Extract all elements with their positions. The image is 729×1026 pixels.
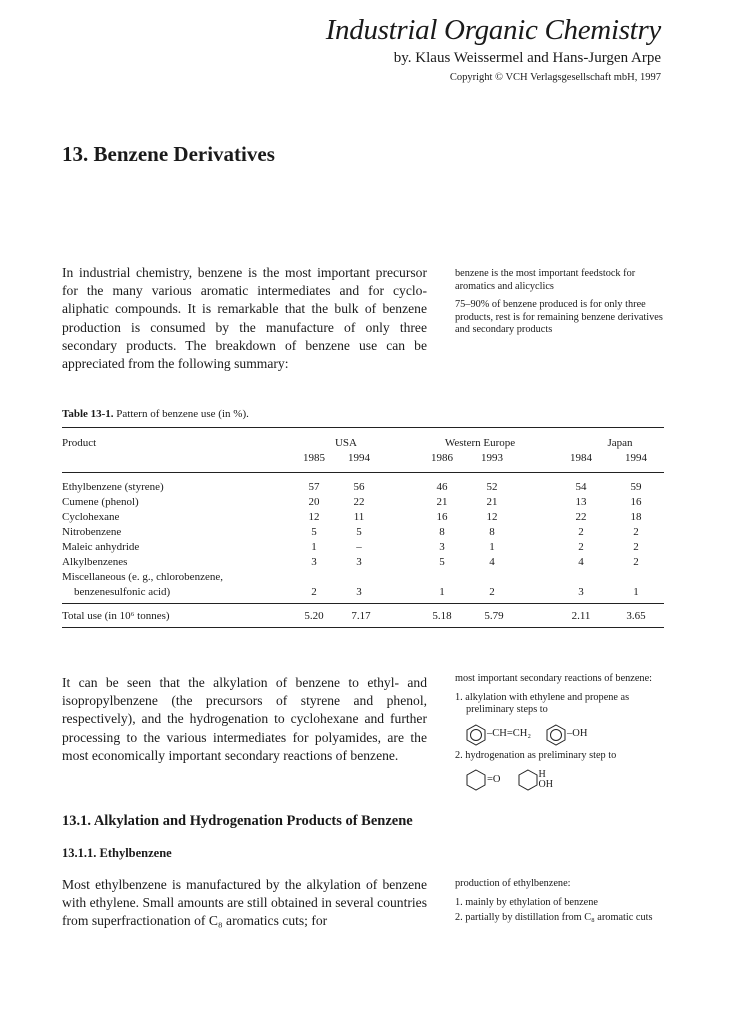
- cyclohexanone-formula: =O: [487, 774, 501, 786]
- table-cell: 16: [630, 496, 642, 508]
- table-cell: 52: [486, 481, 498, 493]
- table-total-cell: 7.17: [351, 610, 371, 622]
- table-header-year: 1984: [570, 452, 592, 464]
- table-header-year: 1986: [431, 452, 453, 464]
- table-cell: 2: [578, 541, 584, 553]
- intro-margin-notes: [455, 268, 667, 343]
- table-caption: [62, 408, 249, 420]
- intro-paragraph: In industrial chemistry, benzene is the most important precursor for the many various aromatic intermediates and for cyclo-aliphatic compounds. It is remarkable that the bulk of benzene production is consumed by the manufacture of only three secondary products. The breakdown of benzene use can be appreciated from the following summary:: [62, 265, 427, 372]
- table-cell: 4: [489, 556, 495, 568]
- cyclohexane-ring-icon: [517, 769, 539, 791]
- benzene-ring-icon: [465, 724, 487, 746]
- table-cell: 8: [489, 526, 495, 538]
- section-title: 13.1. Alkylation and Hydrogenation Products of Benzene: [62, 813, 413, 829]
- table-cell: 8: [439, 526, 445, 538]
- table-total-cell: 5.79: [484, 610, 504, 622]
- table-rule-total: [62, 603, 664, 604]
- table-cell: 1: [439, 586, 445, 598]
- cyclohexanol-oh: OH: [538, 779, 553, 791]
- cyclohexane-ring-icon: [465, 769, 487, 791]
- table-cell: 18: [630, 511, 642, 523]
- table-cell: 22: [575, 511, 587, 523]
- table-cell: 13: [575, 496, 587, 508]
- chapter-title: 13. Benzene Derivatives: [62, 142, 275, 166]
- table-cell: –: [356, 541, 362, 553]
- margin-list-item: 1. alkylation with ethylene and propene as preliminary steps to: [455, 691, 630, 716]
- table-row-product: Cumene (phenol): [62, 496, 139, 508]
- phenol-formula: –OH: [567, 728, 588, 740]
- margin-note: 75–90% of benzene produced is for only three products, rest is for remaining benzene derivatives and secondary products: [455, 299, 663, 336]
- table-cell: 5: [356, 526, 362, 538]
- table-cell: 2: [489, 586, 495, 598]
- table-cell: 20: [308, 496, 320, 508]
- table-caption-text: Pattern of benzene use (in %).: [116, 408, 249, 420]
- table-cell: 54: [575, 481, 587, 493]
- table-total-cell: 3.65: [626, 610, 646, 622]
- table-cell: 1: [311, 541, 317, 553]
- table-header-year: 1994: [625, 452, 647, 464]
- table-header-year: 1985: [303, 452, 325, 464]
- table-cell: 2: [633, 541, 639, 553]
- table-rule-top: [62, 427, 664, 428]
- styrene-formula: –CH=CH₂: [487, 728, 532, 740]
- copyright-line: Copyright © VCH Verlagsgesellschaft mbH, 1997: [449, 72, 661, 83]
- table-rule-header: [62, 472, 664, 473]
- hydrogenation-products-formulas: [455, 765, 667, 795]
- table-cell: 3: [311, 556, 317, 568]
- table-cell: 22: [353, 496, 365, 508]
- ethylbenzene-margin: [455, 878, 667, 928]
- secondary-reactions-margin: [455, 673, 667, 795]
- margin-note: most important secondary reactions of benzene:: [455, 673, 653, 684]
- table-row-product: Nitrobenzene: [62, 526, 122, 538]
- table-header-year: 1994: [348, 452, 370, 464]
- table-cell: 12: [308, 511, 320, 523]
- table-cell: 56: [353, 481, 365, 493]
- ethylbenzene-paragraph: Most ethylbenzene is manufactured by the alkylation of benzene with ethylene. Small amounts are still obtained in several countries from superfractionation of C₈ aromatics cuts; for: [62, 877, 427, 929]
- benzene-ring-icon: [545, 724, 567, 746]
- table-row-product-cont: benzenesulfonic acid): [74, 586, 171, 598]
- table-cell: 3: [356, 586, 362, 598]
- table-cell: 5: [311, 526, 317, 538]
- table-header-product: Product: [62, 437, 97, 449]
- table-total-cell: 2.11: [571, 610, 591, 622]
- table-cell: 3: [356, 556, 362, 568]
- alkylation-products-formulas: [455, 720, 667, 750]
- margin-list-item: 2. hydrogenation as preliminary step to: [455, 749, 617, 761]
- table-cell: 12: [486, 511, 498, 523]
- margin-list-item: 1. mainly by ethylation of benzene: [455, 896, 598, 908]
- table-cell: 3: [439, 541, 445, 553]
- table-cell: 5: [439, 556, 445, 568]
- table-total-cell: 5.20: [304, 610, 324, 622]
- table-rule-bottom: [62, 627, 664, 628]
- table-cell: 21: [436, 496, 448, 508]
- table-total-label: Total use (in 10⁶ tonnes): [62, 610, 170, 622]
- book-title: Industrial Organic Chemistry: [325, 14, 661, 46]
- book-authors: by. Klaus Weissermel and Hans-Jurgen Arpe: [393, 50, 661, 66]
- table-row-product: Cyclohexane: [62, 511, 120, 523]
- table-header-year: 1993: [481, 452, 503, 464]
- table-cell: 57: [308, 481, 320, 493]
- margin-note: production of ethylbenzene:: [455, 878, 571, 889]
- table-row-product: Ethylbenzene (styrene): [62, 481, 164, 493]
- table-cell: 11: [353, 511, 365, 523]
- table-total-cell: 5.18: [432, 610, 452, 622]
- table-row-product: Maleic anhydride: [62, 541, 140, 553]
- table-cell: 16: [436, 511, 448, 523]
- table-cell: 2: [633, 556, 639, 568]
- alkylation-paragraph: It can be seen that the alkylation of benzene to ethyl- and isopropylbenzene (the precursors of styrene and phenol, respectively), and the hydrogenation to cyclohexane and further processing to the various intermediates for polyamides, are the most economically important secondary reactions of benzene.: [62, 675, 427, 763]
- margin-note: benzene is the most important feedstock for aromatics and alicyclics: [455, 268, 636, 292]
- cyclohexanol-formula: [539, 770, 553, 790]
- table-cell: 3: [578, 586, 584, 598]
- table-cell: 2: [578, 526, 584, 538]
- table-cell: 21: [486, 496, 498, 508]
- table-row-product: Miscellaneous (e. g., chlorobenzene,: [62, 571, 223, 583]
- margin-list-item: 2. partially by distillation from C₈ aromatic cuts: [455, 912, 653, 924]
- table-header-region: USA: [334, 437, 357, 449]
- table-cell: 4: [578, 556, 584, 568]
- table-cell: 2: [311, 586, 317, 598]
- table-cell: 59: [630, 481, 642, 493]
- table-row-product: Alkylbenzenes: [62, 556, 128, 568]
- table-cell: 46: [436, 481, 448, 493]
- table-caption-label: Table 13-1.: [62, 408, 114, 420]
- cyclohexanol-h: H: [538, 769, 546, 781]
- table-header-region: Japan: [607, 437, 633, 449]
- table-header-region: Western Europe: [444, 437, 516, 449]
- table-cell: 1: [633, 586, 639, 598]
- table-cell: 1: [489, 541, 495, 553]
- subsection-title: 13.1.1. Ethylbenzene: [62, 846, 172, 860]
- table-cell: 2: [633, 526, 639, 538]
